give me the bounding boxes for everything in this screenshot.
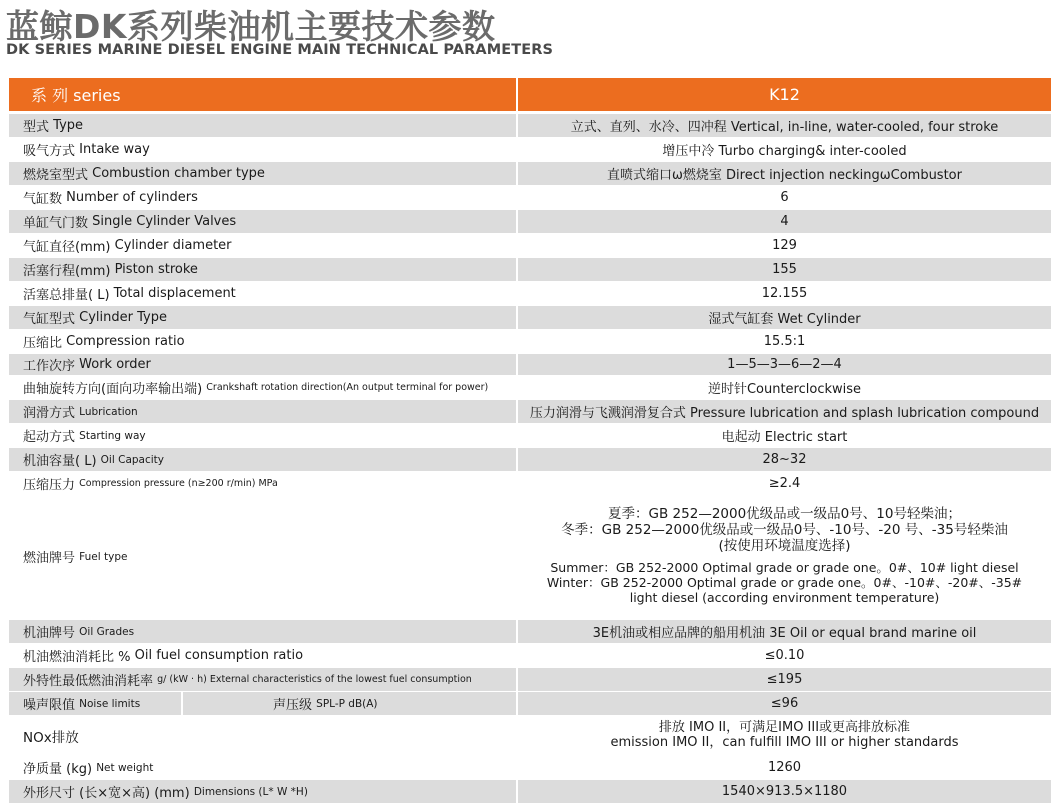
row-value: 4 — [518, 210, 1051, 233]
row-label-en: Lubrication — [79, 405, 138, 418]
table-row — [9, 210, 1051, 234]
row-label — [9, 234, 516, 257]
fuel-line-cn: (按使用环境温度选择) — [718, 538, 851, 555]
row-value: 直喷式缩口ω燃烧室 Direct injection neckingωCombustor — [518, 162, 1051, 185]
row-label-cn: 压缩比 — [23, 336, 63, 351]
row-label-cn: 净质量 (kg) — [23, 762, 93, 777]
row-label-cn: 单缸气门数 — [23, 216, 89, 231]
row-label — [9, 258, 516, 281]
table-row — [9, 668, 1051, 692]
table-row — [9, 780, 1051, 804]
row-value: 129 — [518, 234, 1051, 257]
nox-value — [518, 716, 1051, 755]
row-label — [9, 210, 516, 233]
table-header-row — [9, 78, 1051, 112]
row-label — [9, 354, 516, 375]
table-row — [9, 424, 1051, 448]
row-label-en: Compression ratio — [66, 334, 185, 349]
row-label — [9, 756, 516, 779]
table-row — [9, 472, 1051, 496]
table-row — [9, 400, 1051, 424]
row-value: ≤195 — [518, 668, 1051, 691]
row-label-en: Type — [53, 118, 84, 133]
table-row — [9, 306, 1051, 330]
row-label-en: Compression pressure (n≥200 r/min) MPa — [79, 478, 278, 489]
row-label-cn: 曲轴旋转方向(面向功率输出端) — [23, 382, 203, 397]
row-label-en: Dimensions (L* W *H) — [193, 785, 308, 798]
nox-value-en: emission IMO II，can fulfill IMO III or higher standards — [610, 734, 959, 750]
row-value: 12.155 — [518, 282, 1051, 305]
table-row — [9, 354, 1051, 376]
row-value: 15.5:1 — [518, 330, 1051, 353]
row-value: 1540×913.5×1180 — [518, 780, 1051, 803]
row-label — [9, 472, 516, 495]
noise-sub-en: SPL-P dB(A) — [316, 697, 378, 710]
row-label-en: Fuel type — [79, 550, 128, 563]
row-label-cn: 外形尺寸 (长×宽×高) (mm) — [23, 786, 190, 801]
table-row-nox — [9, 716, 1051, 756]
row-value: 电起动 Electric start — [518, 424, 1051, 447]
row-label-cn: 机油燃油消耗比 % — [23, 650, 131, 665]
series-header-label: 系 列 series — [9, 78, 516, 111]
noise-sub-cn: 声压级 — [273, 698, 313, 713]
table-row — [9, 282, 1051, 306]
row-label-cn: 起动方式 — [23, 430, 76, 445]
row-value: 6 — [518, 186, 1051, 209]
row-value: 立式、直列、水冷、四冲程 Vertical, in-line, water-cooled, four stroke — [518, 114, 1051, 137]
row-label — [9, 306, 516, 329]
table-row — [9, 376, 1051, 400]
row-value: 湿式气缸套 Wet Cylinder — [518, 306, 1051, 329]
row-label-en: Oil Capacity — [100, 453, 164, 466]
row-label — [9, 282, 516, 305]
row-label-en: Number of cylinders — [66, 190, 198, 205]
row-label-en: Oil Grades — [79, 625, 135, 638]
row-label — [9, 186, 516, 209]
row-label-cn: 机油牌号 — [23, 626, 76, 641]
row-label — [9, 494, 516, 619]
row-label-en: Starting way — [79, 429, 146, 442]
nox-label: NOx排放 — [9, 716, 516, 755]
row-value: 逆时针Counterclockwise — [518, 376, 1051, 399]
row-value: 增压中冷 Turbo charging& inter-cooled — [518, 138, 1051, 161]
row-label-en: Total displacement — [113, 286, 236, 301]
row-label-cn: 燃油牌号 — [23, 551, 76, 566]
row-label-en: Single Cylinder Valves — [92, 214, 237, 229]
row-value — [518, 494, 1051, 619]
row-label-en: Work order — [79, 357, 151, 372]
nox-value-cn: 排放 IMO II，可满足IMO III或更高排放标准 — [658, 719, 911, 735]
noise-value: ≤96 — [518, 692, 1051, 715]
fuel-line-en: Winter：GB 252-2000 Optimal grade or grade one。0#、-10#、-20#、-35# — [546, 575, 1023, 590]
page-title: 蓝鲸DK系列柴油机主要技术参数 — [6, 7, 496, 46]
table-row — [9, 756, 1051, 780]
row-label — [9, 644, 516, 667]
series-header-value: K12 — [518, 78, 1051, 111]
row-label — [9, 114, 516, 137]
table-row — [9, 114, 1051, 138]
row-value: 155 — [518, 258, 1051, 281]
row-label-en: g/ (kW · h) External characteristics of the lowest fuel consumption — [157, 674, 472, 685]
table-row — [9, 330, 1051, 354]
row-label-cn: 润滑方式 — [23, 406, 76, 421]
row-label — [9, 162, 516, 185]
table-row — [9, 138, 1051, 162]
fuel-line-en: light diesel (according environment temperature) — [629, 589, 940, 605]
row-label-cn: 活塞行程(mm) — [23, 264, 111, 279]
table-row-fuel-type — [9, 494, 1051, 620]
fuel-line-cn: 夏季：GB 252—2000优级品或一级品0号、10号轻柴油； — [608, 506, 961, 523]
row-label-cn: 活塞总排量( L) — [23, 288, 110, 303]
row-label-cn: 气缸数 — [23, 192, 63, 207]
row-label — [9, 138, 516, 161]
row-label — [9, 330, 516, 353]
row-label-cn: 燃烧室型式 — [23, 168, 89, 183]
row-value: 压力润滑与飞溅润滑复合式 Pressure lubrication and splash lubrication compound — [518, 400, 1051, 423]
table-row-noise — [9, 692, 1051, 716]
row-label-en: Combustion chamber type — [92, 166, 265, 181]
row-label-cn: 型式 — [23, 120, 50, 135]
row-label — [9, 448, 516, 471]
noise-sub-label — [183, 692, 516, 715]
row-label-cn: 气缸直径(mm) — [23, 240, 111, 255]
page-subtitle: DK SERIES MARINE DIESEL ENGINE MAIN TECHNICAL PARAMETERS — [6, 42, 554, 58]
row-label-en: Oil fuel consumption ratio — [134, 648, 304, 663]
row-label-en: Cylinder Type — [79, 310, 167, 325]
row-value: 3E机油或相应品牌的船用机油 3E Oil or equal brand marine oil — [518, 620, 1051, 643]
table-row — [9, 186, 1051, 210]
row-label — [9, 424, 516, 447]
row-label-en: Crankshaft rotation direction(An output terminal for power) — [206, 382, 489, 393]
row-value: 28~32 — [518, 448, 1051, 471]
row-label-en: Piston stroke — [114, 262, 198, 277]
row-value: ≤0.10 — [518, 644, 1051, 667]
row-value: 1260 — [518, 756, 1051, 779]
row-label-cn: 吸气方式 — [23, 144, 76, 159]
table-row — [9, 258, 1051, 282]
row-label-en: Cylinder diameter — [114, 238, 232, 253]
row-label — [9, 668, 516, 691]
row-label-en: Intake way — [79, 142, 150, 157]
row-label-en: Net weight — [96, 761, 154, 774]
row-value: ≥2.4 — [518, 472, 1051, 495]
row-label — [9, 400, 516, 423]
row-label-cn: 气缸型式 — [23, 312, 76, 327]
row-label — [9, 780, 516, 803]
noise-label — [9, 692, 181, 715]
table-row — [9, 234, 1051, 258]
table-row — [9, 448, 1051, 472]
row-label — [9, 620, 516, 643]
row-label-cn: 外特性最低燃油消耗率 — [23, 674, 154, 689]
row-label-cn: 压缩压力 — [23, 478, 76, 493]
table-row — [9, 620, 1051, 644]
noise-label-en: Noise limits — [79, 697, 141, 710]
row-label — [9, 376, 516, 399]
table-row — [9, 644, 1051, 668]
fuel-line-en: Summer：GB 252-2000 Optimal grade or grade one。0#、10# light diesel — [550, 560, 1019, 576]
row-label-cn: 机油容量( L) — [23, 454, 97, 469]
noise-label-cn: 噪声限值 — [23, 698, 76, 713]
row-value: 1—5—3—6—2—4 — [518, 354, 1051, 375]
table-row — [9, 162, 1051, 186]
fuel-line-cn: 冬季：GB 252—2000优级品或一级品0号、-10号、-20 号、-35号轻柴油 — [561, 522, 1008, 539]
row-label-cn: 工作次序 — [23, 359, 76, 374]
